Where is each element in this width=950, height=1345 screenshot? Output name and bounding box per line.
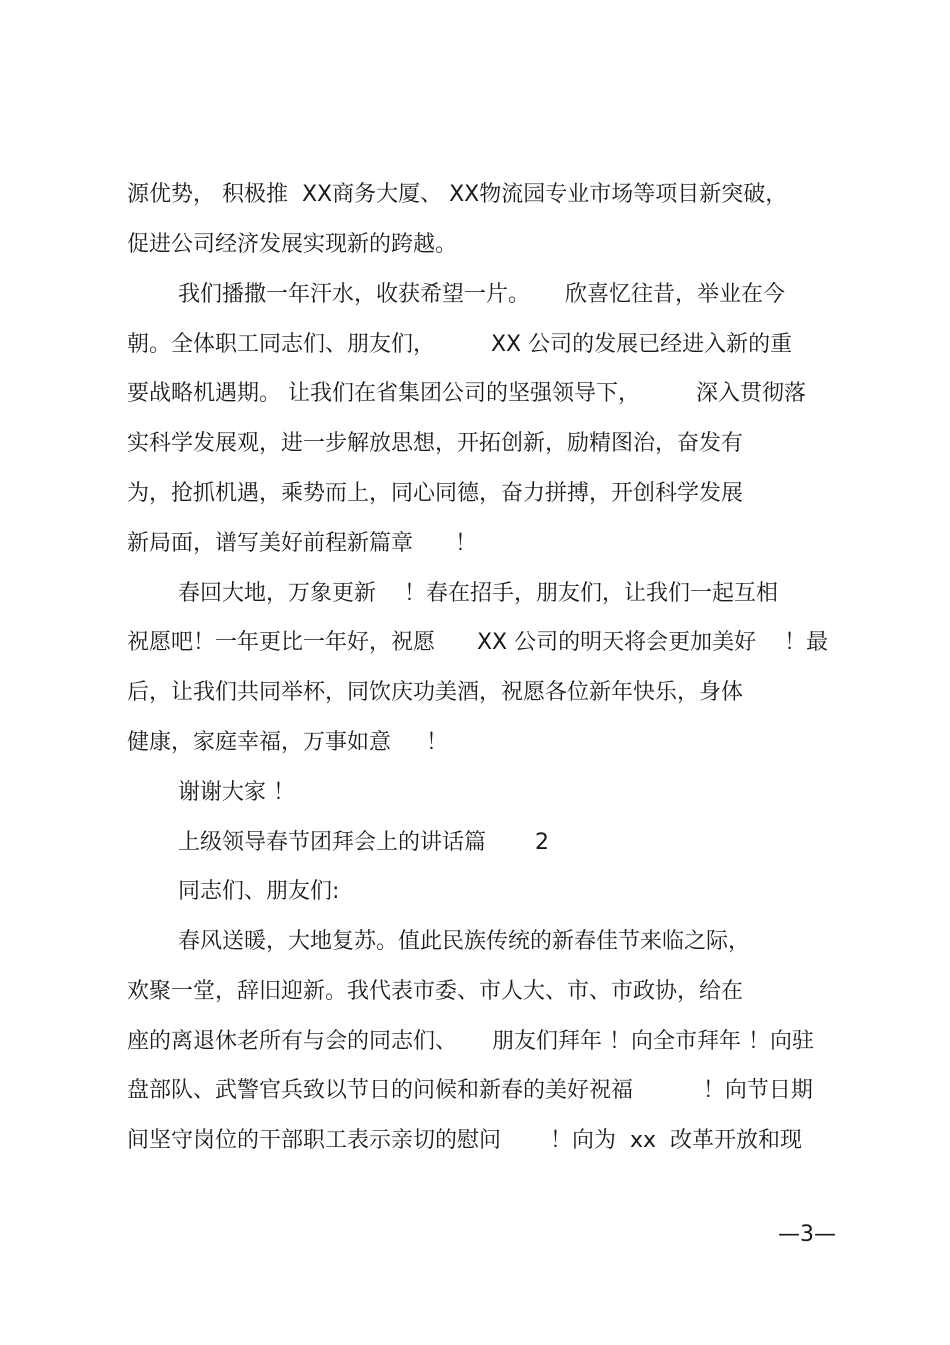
text-line: 欢聚一堂，辞旧迎新。我代表市委、市人大、市、市政协，给在 (127, 979, 744, 1004)
text-line: 盘部队、武警官兵致以节日的问候和新春的美好祝福 ！向节日期 (127, 1078, 813, 1103)
text-line: 朝。全体职工同志们、朋友们， XX 公司的发展已经进入新的重 (127, 332, 793, 357)
page-number: —3— (778, 1222, 836, 1247)
text-line: 源优势， 积极推 XX商务大厦、 XX物流园专业市场等项目新突破， (127, 182, 788, 207)
text-line: 要战略机遇期。 让我们在省集团公司的坚强领导下， 深入贯彻落 (127, 381, 806, 406)
text-line: 新局面，谱写美好前程新篇章 ！ (127, 531, 477, 556)
paragraph-first-line: 谢谢大家 ！ (178, 780, 295, 805)
text-line: 座的离退休老所有与会的同志们、 朋友们拜年 ！向全市拜年 ！向驻 (127, 1029, 814, 1054)
salutation: 同志们、朋友们: (178, 879, 340, 904)
paragraph-first-line: 我们播撒一年汗水，收获希望一片。 欣喜忆往昔，举业在今 (178, 282, 785, 307)
section-heading: 上级领导春节团拜会上的讲话篇 2 (178, 830, 549, 855)
text-line: 祝愿吧！一年更比一年好，祝愿 XX 公司的明天将会更加美好 ！最 (127, 630, 829, 655)
text-line: 为，抢抓机遇，乘势而上，同心同德，奋力拼搏，开创科学发展 (127, 481, 744, 506)
text-line: 间坚守岗位的干部职工表示亲切的慰问 ！向为 xx 改革开放和现 (127, 1128, 802, 1153)
text-line: 健康，家庭幸福，万事如意 ！ (127, 730, 448, 755)
paragraph-first-line: 春回大地，万象更新 ！春在招手，朋友们，让我们一起互相 (178, 581, 778, 606)
text-line: 后，让我们共同举杯，同饮庆功美酒，祝愿各位新年快乐，身体 (127, 680, 744, 705)
text-line: 促进公司经济发展实现新的跨越。 (127, 232, 458, 257)
text-line: 实科学发展观，进一步解放思想，开拓创新，励精图治，奋发有 (127, 431, 744, 456)
paragraph-first-line: 春风送暖，大地复苏。值此民族传统的新春佳节来临之际， (178, 929, 751, 954)
